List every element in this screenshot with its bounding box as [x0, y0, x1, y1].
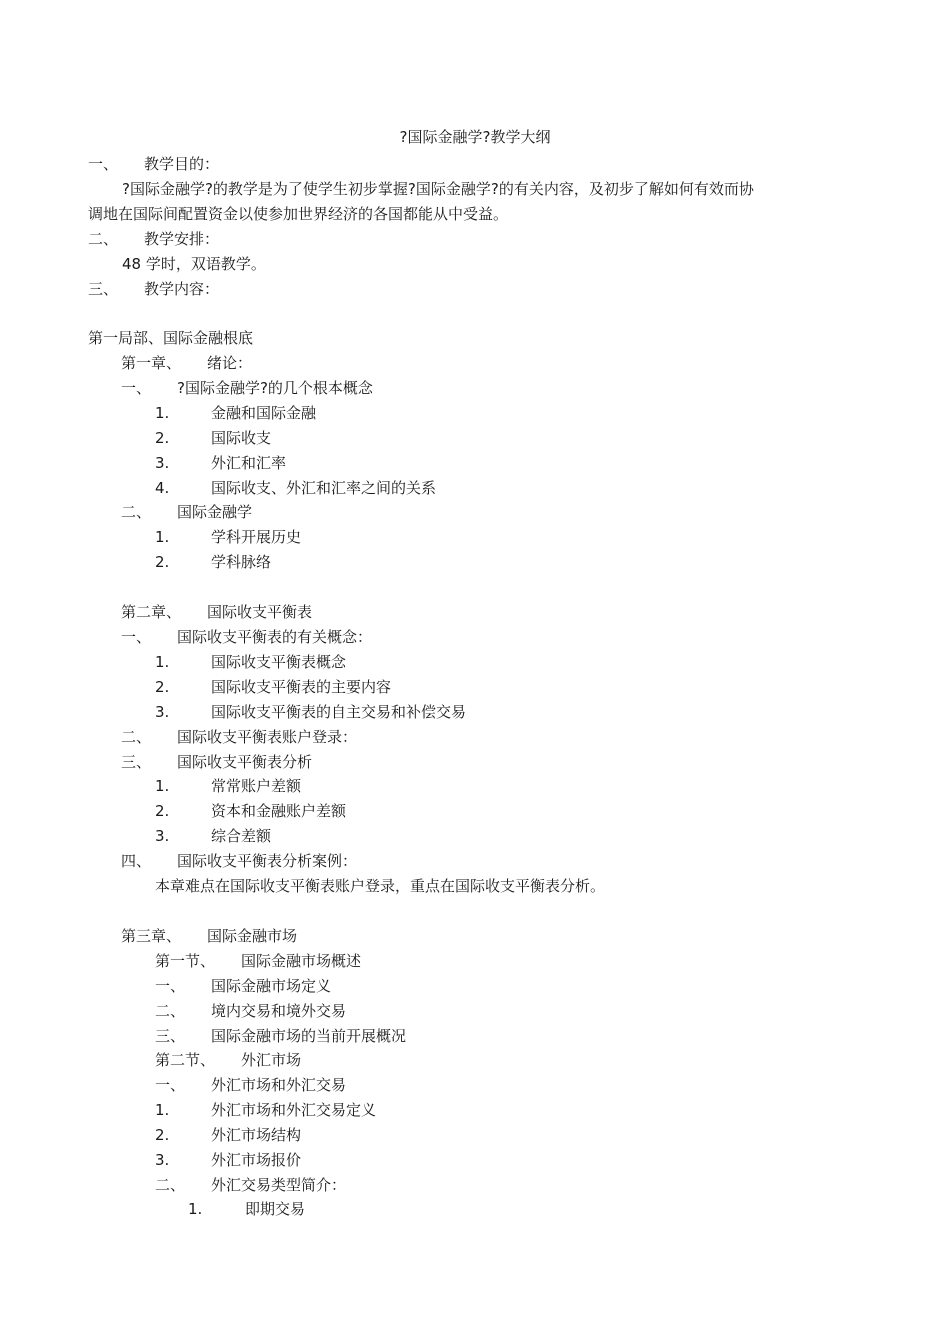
item-text: 国际收支平衡表分析: [177, 753, 313, 771]
item-number: 2.: [155, 802, 170, 820]
section-title: 教学目的：: [144, 155, 220, 173]
chapter-number: 第一章、: [121, 354, 182, 372]
item-text: 国际收支平衡表的自主交易和补偿交易: [211, 703, 467, 721]
item-number: 二、: [155, 1002, 186, 1020]
item-number: 1.: [155, 777, 170, 795]
section-number: 一、: [88, 155, 119, 173]
paragraph-line: 48 学时，双语教学。: [122, 255, 266, 273]
item-number: 三、: [155, 1027, 186, 1045]
item-text: 外汇市场报价: [211, 1151, 302, 1169]
chapter-number: 第三章、: [121, 927, 182, 945]
item-text: 外汇交易类型简介：: [211, 1176, 347, 1194]
item-number: 1.: [155, 404, 170, 422]
item-text: 即期交易: [245, 1200, 306, 1218]
item-text: 国际收支平衡表分析案例：: [177, 852, 358, 870]
item-text: 学科脉络: [211, 553, 272, 571]
item-number: 三、: [121, 753, 152, 771]
part-heading: 第一局部、国际金融根底: [88, 329, 254, 347]
item-text: 国际金融市场定义: [211, 977, 332, 995]
item-text: 外汇市场结构: [211, 1126, 302, 1144]
item-text: 学科开展历史: [211, 528, 302, 546]
chapter-title: 绪论：: [207, 354, 253, 372]
item-number: 3.: [155, 827, 170, 845]
item-number: 2.: [155, 553, 170, 571]
item-number: 1.: [188, 1200, 203, 1218]
item-number: 1.: [155, 1101, 170, 1119]
section-number: 第一节、: [155, 952, 216, 970]
item-number: 2.: [155, 1126, 170, 1144]
item-text: 国际金融学: [177, 503, 253, 521]
item-number: 3.: [155, 454, 170, 472]
chapter-title: 国际金融市场: [207, 927, 298, 945]
item-number: 一、: [155, 977, 186, 995]
item-text: 金融和国际金融: [211, 404, 317, 422]
section-number: 三、: [88, 280, 119, 298]
section-title: 教学内容：: [144, 280, 220, 298]
item-text: ?国际金融学?的几个根本概念: [177, 379, 373, 397]
item-text: 境内交易和境外交易: [211, 1002, 347, 1020]
item-text: 资本和金融账户差额: [211, 802, 347, 820]
item-text: 国际金融市场的当前开展概况: [211, 1027, 407, 1045]
section-title: 教学安排：: [144, 230, 220, 248]
item-text: 外汇市场和外汇交易定义: [211, 1101, 377, 1119]
paragraph-line: ?国际金融学?的教学是为了使学生初步掌握?国际金融学?的有关内容，及初步了解如何有效而协: [122, 180, 754, 198]
item-number: 二、: [121, 503, 152, 521]
document-title: ?国际金融学?教学大纲: [399, 128, 551, 146]
section-title: 外汇市场: [241, 1051, 302, 1069]
item-number: 一、: [121, 379, 152, 397]
item-text: 国际收支平衡表的主要内容: [211, 678, 392, 696]
item-number: 2.: [155, 678, 170, 696]
item-text: 常常账户差额: [211, 777, 302, 795]
item-number: 1.: [155, 653, 170, 671]
item-number: 1.: [155, 528, 170, 546]
item-text: 国际收支平衡表概念: [211, 653, 347, 671]
item-number: 一、: [155, 1076, 186, 1094]
item-number: 2.: [155, 429, 170, 447]
item-number: 一、: [121, 628, 152, 646]
item-text: 国际收支: [211, 429, 272, 447]
item-number: 四、: [121, 852, 152, 870]
paragraph-line: 调地在国际间配置资金以使参加世界经济的各国都能从中受益。: [88, 205, 509, 223]
item-text: 国际收支、外汇和汇率之间的关系: [211, 479, 437, 497]
item-number: 二、: [121, 728, 152, 746]
item-text: 国际收支平衡表账户登录：: [177, 728, 358, 746]
item-text: 国际收支平衡表的有关概念：: [177, 628, 373, 646]
item-text: 外汇市场和外汇交易: [211, 1076, 347, 1094]
chapter-number: 第二章、: [121, 603, 182, 621]
section-title: 国际金融市场概述: [241, 952, 362, 970]
section-number: 第二节、: [155, 1051, 216, 1069]
item-number: 3.: [155, 1151, 170, 1169]
item-number: 4.: [155, 479, 170, 497]
section-number: 二、: [88, 230, 119, 248]
item-number: 二、: [155, 1176, 186, 1194]
chapter-note: 本章难点在国际收支平衡表账户登录，重点在国际收支平衡表分析。: [155, 877, 606, 895]
item-text: 外汇和汇率: [211, 454, 287, 472]
item-number: 3.: [155, 703, 170, 721]
chapter-title: 国际收支平衡表: [207, 603, 313, 621]
item-text: 综合差额: [211, 827, 272, 845]
